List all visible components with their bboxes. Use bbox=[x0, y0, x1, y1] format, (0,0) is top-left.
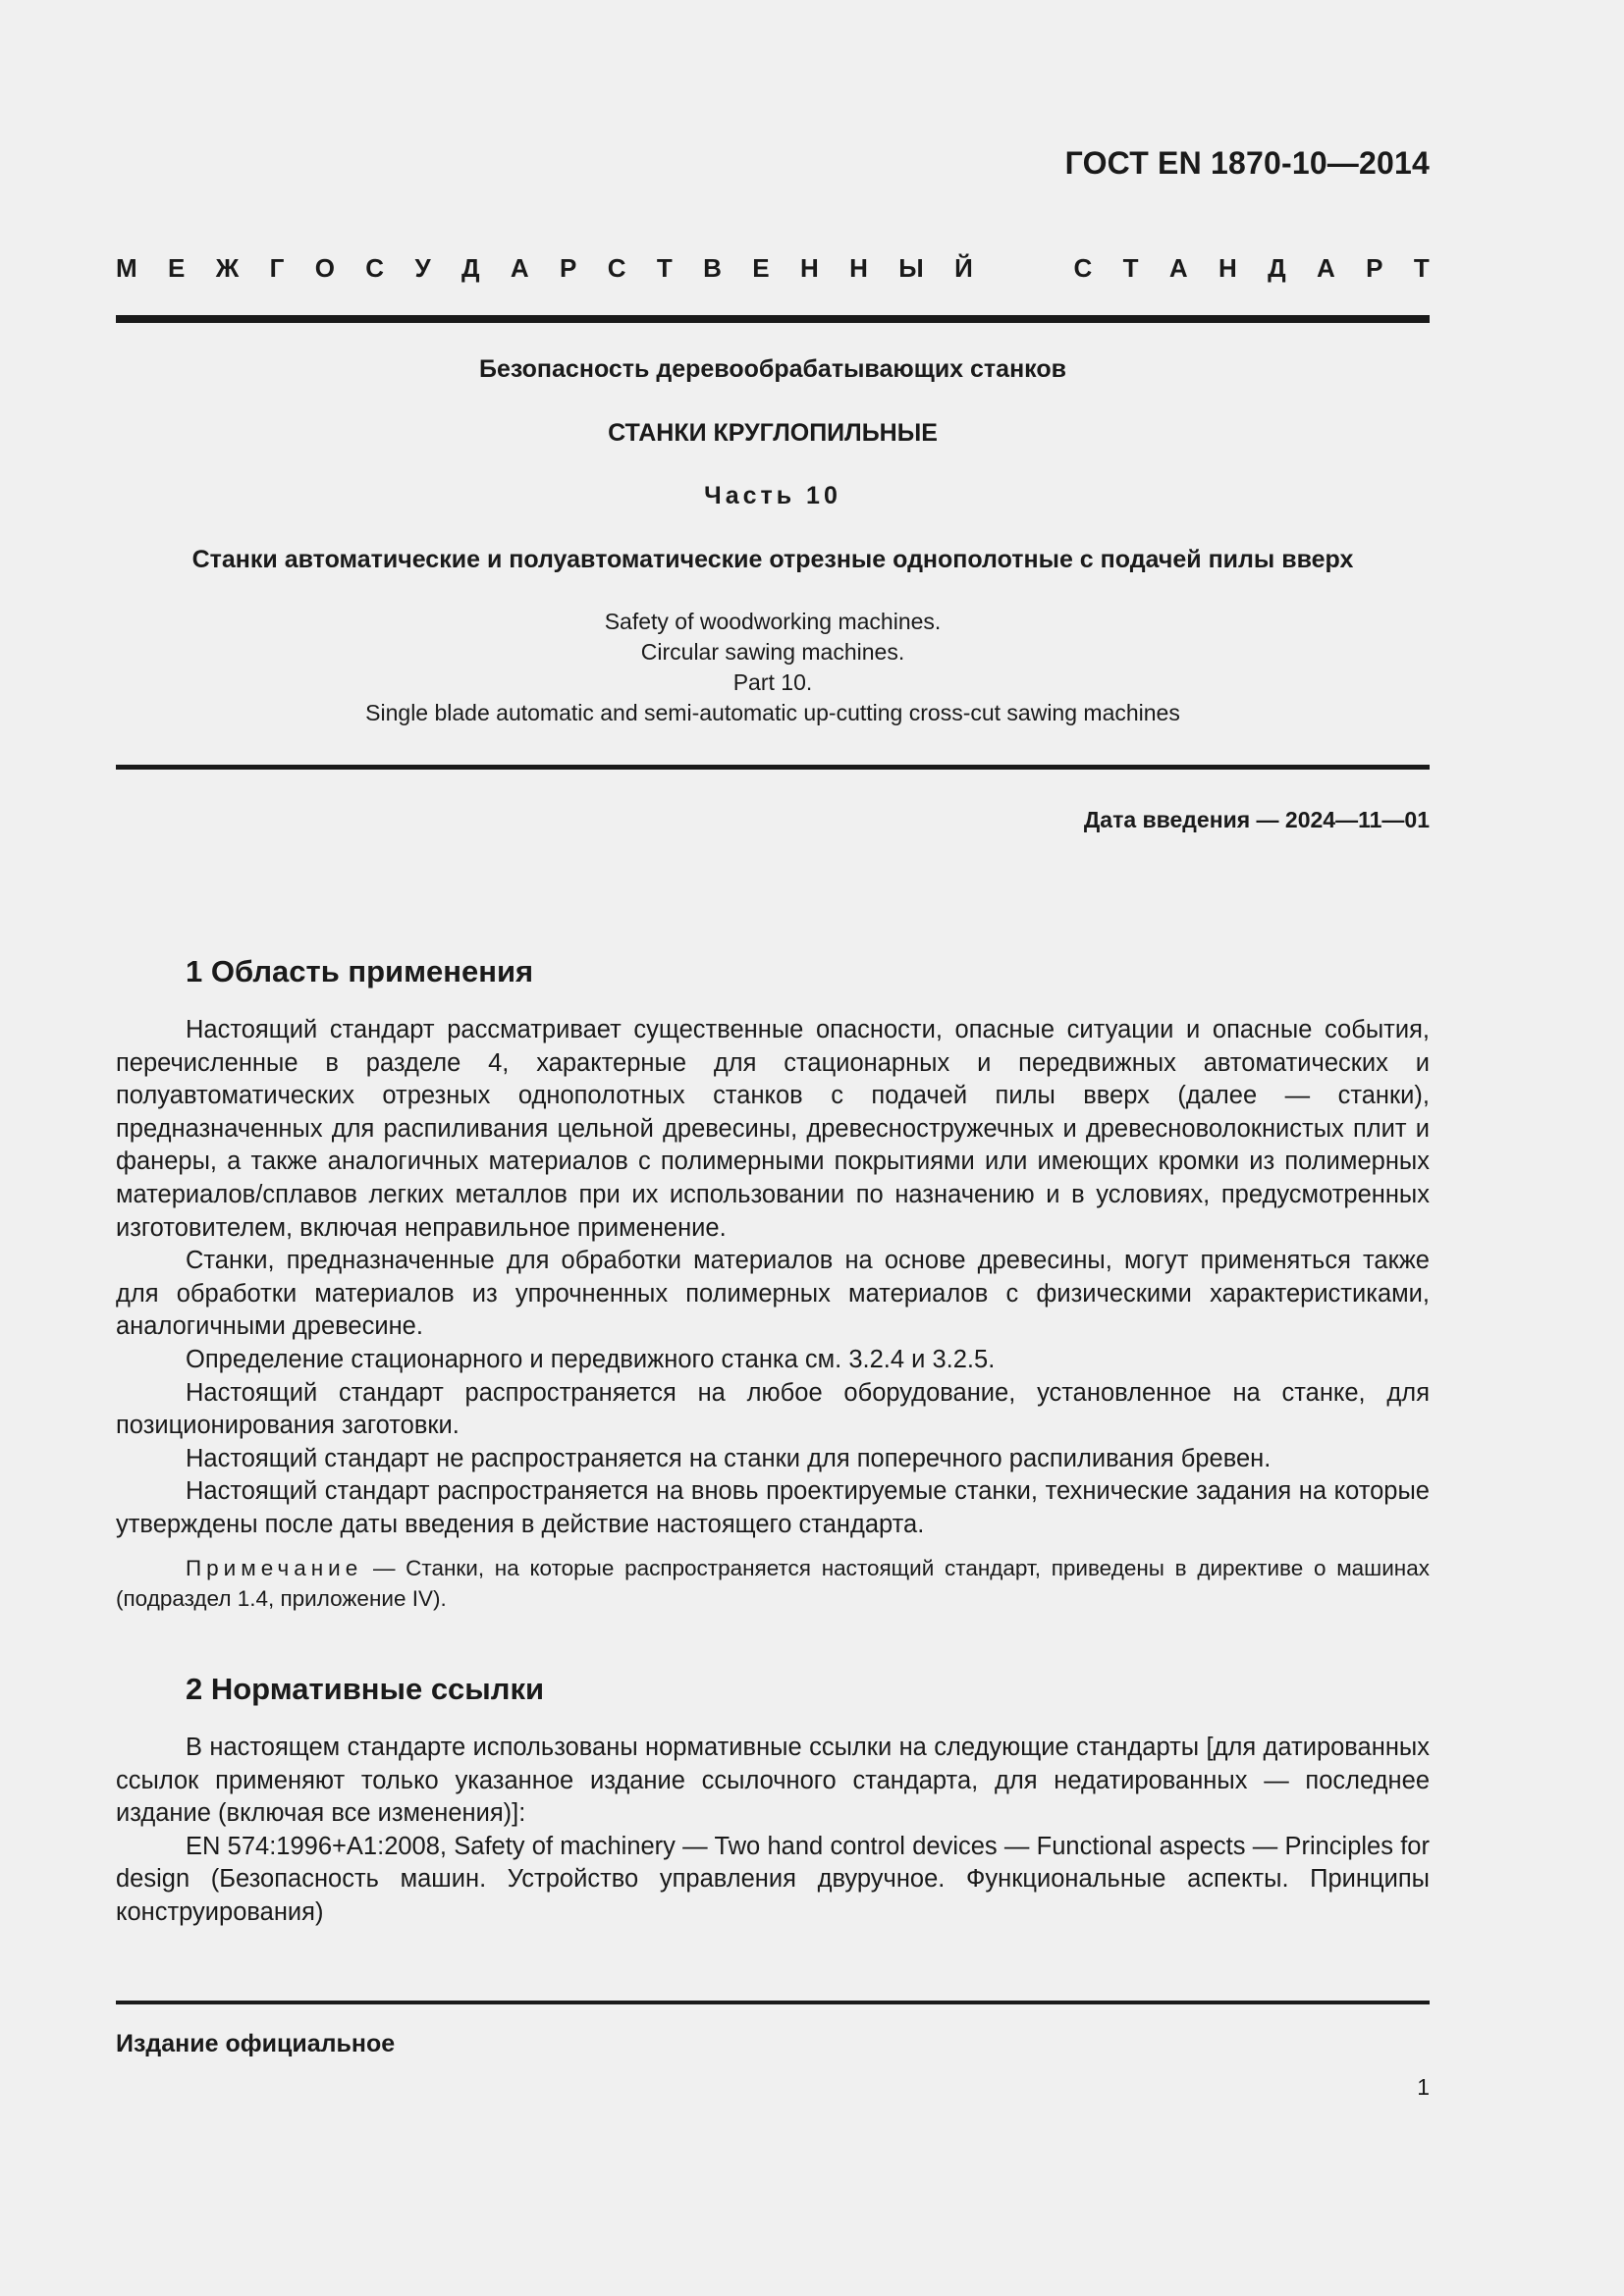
paragraph: Настоящий стандарт рассматривает существенные опасности, опасные ситуации и опасные события, перечисленные в разделе 4, характерные для стационарных и передвижных автоматических и полуавтоматических отрезных однополотных станков с подачей пилы вверх (далее — станки), предназначенных для распиливания цельной древесины, древесностружечных и древесноволокнистых плит и фанеры, а также аналогичных материалов с полимерными покрытиями или имеющих кромки из полимерных материалов/сплавов легких металлов при их использовании по назначению и в условиях, предусмотренных изготовителем, включая неправильное применение. bbox=[116, 1016, 1430, 1242]
section-1-note bbox=[116, 1553, 1430, 1614]
banner-letter: Е bbox=[168, 253, 186, 283]
english-title-line: Circular sawing machines. bbox=[640, 639, 905, 665]
banner-letter: Р bbox=[1366, 253, 1383, 283]
section-2-heading: 2 Нормативные ссылки bbox=[186, 1672, 545, 1706]
banner-letter: С bbox=[365, 253, 385, 283]
banner-letter: Н bbox=[849, 253, 868, 283]
title-rule bbox=[116, 765, 1430, 770]
title-part: Часть 10 bbox=[704, 482, 841, 509]
note-text: — Станки, на которые распространяется настоящий стандарт, приведены в директиве о машинах (подраздел 1.4, приложение IV). bbox=[116, 1556, 1430, 1611]
header-rule bbox=[116, 315, 1430, 323]
banner-letter: Т bbox=[1413, 253, 1430, 283]
banner-letter: Т bbox=[656, 253, 673, 283]
banner-letter: Н bbox=[799, 253, 819, 283]
english-title-line: Part 10. bbox=[732, 669, 813, 695]
paragraph: Определение стационарного и передвижного станка см. 3.2.4 и 3.2.5. bbox=[186, 1345, 996, 1373]
banner-letter: О bbox=[314, 253, 335, 283]
paragraph: Настоящий стандарт распространяется на вновь проектируемые станки, технические задания на которые утверждены после даты введения в действие настоящего стандарта. bbox=[116, 1477, 1430, 1538]
interstate-standard-banner bbox=[116, 253, 1430, 284]
banner-letter: Й bbox=[954, 253, 973, 283]
banner-letter: В bbox=[703, 253, 722, 283]
banner-letter: А bbox=[510, 253, 529, 283]
banner-letter: М bbox=[116, 253, 137, 283]
english-title-line: Safety of woodworking machines. bbox=[604, 609, 942, 634]
section-1-body bbox=[116, 1014, 1430, 1542]
banner-letter: Е bbox=[752, 253, 770, 283]
banner-letter: А bbox=[1168, 253, 1188, 283]
banner-letter: С bbox=[1073, 253, 1093, 283]
section-2-body bbox=[116, 1732, 1430, 1930]
note-label: Примечание bbox=[186, 1556, 363, 1580]
paragraph: В настоящем стандарте использованы нормативные ссылки на следующие стандарты [для датированных ссылок применяют только указанное издание ссылочного стандарта, для недатированных — последнее издание (включая все изменения)]: bbox=[116, 1734, 1430, 1828]
banner-letter: Д bbox=[460, 253, 480, 283]
page-number: 1 bbox=[1417, 2074, 1430, 2100]
banner-letter: Г bbox=[269, 253, 285, 283]
official-edition-label: Издание официальное bbox=[116, 2030, 396, 2057]
banner-letter: А bbox=[1317, 253, 1335, 283]
paragraph: Настоящий стандарт распространяется на любое оборудование, установленное на станке, для позиционирования заготовки. bbox=[116, 1378, 1430, 1440]
title-machine-type: СТАНКИ КРУГЛОПИЛЬНЫЕ bbox=[608, 419, 938, 447]
banner-letter: Д bbox=[1268, 253, 1286, 283]
banner-letter: Н bbox=[1218, 253, 1237, 283]
paragraph: Станки, предназначенные для обработки материалов на основе древесины, могут применяться также для обработки материалов из упрочненных полимерных материалов с физическими характеристиками, аналогичными древесине. bbox=[116, 1247, 1430, 1341]
banner-letter: Т bbox=[1122, 253, 1139, 283]
banner-word-gap bbox=[1003, 253, 1043, 284]
title-subtitle: Станки автоматические и полуавтоматические отрезные однополотные с подачей пилы вверх bbox=[191, 546, 1354, 573]
section-1-heading: 1 Область применения bbox=[186, 954, 534, 988]
banner-letter: У bbox=[414, 253, 431, 283]
paragraph: Настоящий стандарт не распространяется на станки для поперечного распиливания бревен. bbox=[186, 1444, 1272, 1472]
effective-date: Дата введения — 2024—11—01 bbox=[1083, 807, 1430, 832]
title-safety: Безопасность деревообрабатывающих станков bbox=[478, 355, 1067, 383]
english-title-line: Single blade automatic and semi-automatic up-cutting cross-cut sawing machines bbox=[365, 700, 1180, 725]
footer-rule bbox=[116, 2001, 1430, 2004]
reference-entry: EN 574:1996+A1:2008, Safety of machinery — Two hand control devices — Functional aspects — Principles for design (Безопасность машин. Устройство управления двуручное. Функциональные аспекты. Принципы конструирования) bbox=[116, 1832, 1430, 1926]
banner-letter: Ы bbox=[898, 253, 924, 283]
document-code: ГОСТ EN 1870-10—2014 bbox=[1064, 145, 1430, 181]
banner-letter: Р bbox=[560, 253, 577, 283]
banner-letter: Ж bbox=[215, 253, 240, 283]
banner-letter: С bbox=[607, 253, 626, 283]
english-title bbox=[116, 607, 1430, 728]
